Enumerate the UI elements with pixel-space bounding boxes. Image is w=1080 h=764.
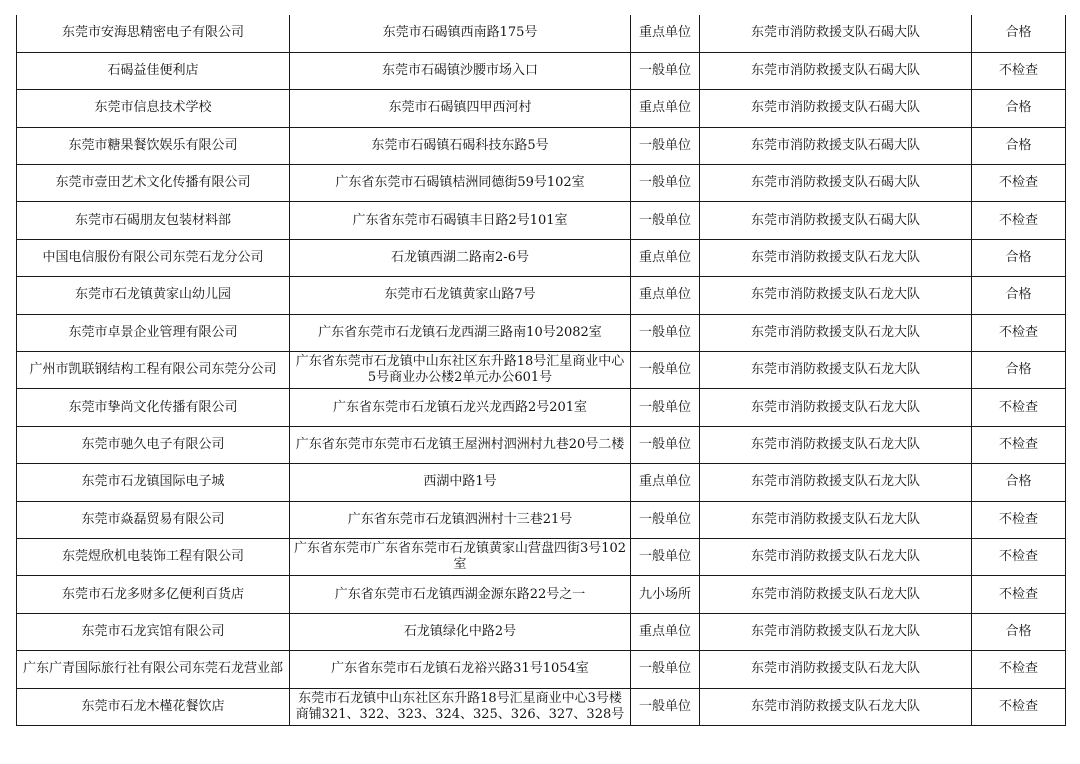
inspection-result-cell: 不检查	[972, 688, 1066, 725]
unit-type-cell: 一般单位	[631, 52, 700, 89]
table-row	[17, 202, 1066, 239]
company-name-cell: 东莞市卓景企业管理有限公司	[17, 314, 290, 351]
fire-brigade-cell: 东莞市消防救援支队石龙大队	[700, 688, 972, 725]
address-cell: 东莞市石碣镇西南路175号	[290, 15, 631, 52]
address-cell: 广东省东莞市石龙镇中山东社区东升路18号汇星商业中心5号商业办公楼2单元办公601号	[290, 352, 631, 389]
fire-brigade-cell: 东莞市消防救援支队石龙大队	[700, 501, 972, 538]
fire-brigade-cell: 东莞市消防救援支队石龙大队	[700, 314, 972, 351]
inspection-result-cell: 合格	[972, 15, 1066, 52]
table-row	[17, 651, 1066, 688]
fire-brigade-cell: 东莞市消防救援支队石龙大队	[700, 576, 972, 613]
inspection-table	[16, 15, 1066, 726]
table-row	[17, 538, 1066, 575]
table-row	[17, 688, 1066, 725]
unit-type-cell: 一般单位	[631, 538, 700, 575]
fire-brigade-cell: 东莞市消防救援支队石碣大队	[700, 15, 972, 52]
inspection-result-cell: 合格	[972, 277, 1066, 314]
company-name-cell: 石碣益佳便利店	[17, 52, 290, 89]
unit-type-cell: 一般单位	[631, 202, 700, 239]
address-cell: 广东省东莞市石碣镇丰日路2号101室	[290, 202, 631, 239]
table-row	[17, 426, 1066, 463]
inspection-result-cell: 不检查	[972, 651, 1066, 688]
fire-brigade-cell: 东莞市消防救援支队石碣大队	[700, 52, 972, 89]
unit-type-cell: 一般单位	[631, 165, 700, 202]
inspection-result-cell: 不检查	[972, 314, 1066, 351]
company-name-cell: 东莞市石龙镇国际电子城	[17, 464, 290, 501]
fire-brigade-cell: 东莞市消防救援支队石龙大队	[700, 651, 972, 688]
fire-brigade-cell: 东莞市消防救援支队石碣大队	[700, 127, 972, 164]
inspection-result-cell: 不检查	[972, 576, 1066, 613]
table-row	[17, 389, 1066, 426]
unit-type-cell: 重点单位	[631, 464, 700, 501]
unit-type-cell: 重点单位	[631, 90, 700, 127]
unit-type-cell: 重点单位	[631, 613, 700, 650]
table-row	[17, 239, 1066, 276]
company-name-cell: 中国电信服份有限公司东莞石龙分公司	[17, 239, 290, 276]
inspection-result-cell: 合格	[972, 352, 1066, 389]
fire-brigade-cell: 东莞市消防救援支队石龙大队	[700, 613, 972, 650]
inspection-result-cell: 合格	[972, 90, 1066, 127]
company-name-cell: 东莞市石龙木槿花餐饮店	[17, 688, 290, 725]
address-cell: 广东省东莞市石龙镇石龙兴龙西路2号201室	[290, 389, 631, 426]
inspection-result-cell: 合格	[972, 239, 1066, 276]
company-name-cell: 东莞市焱磊贸易有限公司	[17, 501, 290, 538]
fire-brigade-cell: 东莞市消防救援支队石龙大队	[700, 239, 972, 276]
inspection-result-cell: 不检查	[972, 202, 1066, 239]
company-name-cell: 东莞市石龙宾馆有限公司	[17, 613, 290, 650]
inspection-result-cell: 不检查	[972, 538, 1066, 575]
company-name-cell: 东莞市壹田艺术文化传播有限公司	[17, 165, 290, 202]
company-name-cell: 东莞市安海思精密电子有限公司	[17, 15, 290, 52]
unit-type-cell: 一般单位	[631, 501, 700, 538]
unit-type-cell: 九小场所	[631, 576, 700, 613]
unit-type-cell: 重点单位	[631, 239, 700, 276]
address-cell: 石龙镇西湖二路南2-6号	[290, 239, 631, 276]
inspection-result-cell: 不检查	[972, 389, 1066, 426]
unit-type-cell: 一般单位	[631, 352, 700, 389]
address-cell: 广东省东莞市石龙镇石龙裕兴路31号1054室	[290, 651, 631, 688]
fire-brigade-cell: 东莞市消防救援支队石龙大队	[700, 538, 972, 575]
address-cell: 东莞市石碣镇石碣科技东路5号	[290, 127, 631, 164]
company-name-cell: 广东广青国际旅行社有限公司东莞石龙营业部	[17, 651, 290, 688]
table-body	[17, 15, 1066, 725]
fire-brigade-cell: 东莞市消防救援支队石龙大队	[700, 464, 972, 501]
fire-brigade-cell: 东莞市消防救援支队石龙大队	[700, 426, 972, 463]
company-name-cell: 东莞市挚尚文化传播有限公司	[17, 389, 290, 426]
inspection-result-cell: 合格	[972, 464, 1066, 501]
unit-type-cell: 一般单位	[631, 314, 700, 351]
table-row	[17, 613, 1066, 650]
table-row	[17, 464, 1066, 501]
inspection-result-cell: 合格	[972, 613, 1066, 650]
inspection-result-cell: 不检查	[972, 426, 1066, 463]
company-name-cell: 东莞市石龙多财多亿便利百货店	[17, 576, 290, 613]
address-cell: 东莞市石碣镇沙腰市场入口	[290, 52, 631, 89]
company-name-cell: 东莞市石龙镇黄家山幼儿园	[17, 277, 290, 314]
table-row	[17, 165, 1066, 202]
address-cell: 广东省东莞市石碣镇桔洲同德街59号102室	[290, 165, 631, 202]
table-row	[17, 501, 1066, 538]
company-name-cell: 东莞市石碣朋友包装材料部	[17, 202, 290, 239]
fire-brigade-cell: 东莞市消防救援支队石碣大队	[700, 90, 972, 127]
company-name-cell: 东莞煜欣机电装饰工程有限公司	[17, 538, 290, 575]
company-name-cell: 广州市凯联钢结构工程有限公司东莞分公司	[17, 352, 290, 389]
fire-brigade-cell: 东莞市消防救援支队石龙大队	[700, 277, 972, 314]
inspection-result-cell: 不检查	[972, 165, 1066, 202]
address-cell: 广东省东莞市石龙镇石龙西湖三路南10号2082室	[290, 314, 631, 351]
address-cell: 广东省东莞市东莞市石龙镇王屋洲村泗洲村九巷20号二楼	[290, 426, 631, 463]
unit-type-cell: 重点单位	[631, 277, 700, 314]
table-row	[17, 127, 1066, 164]
inspection-result-cell: 合格	[972, 127, 1066, 164]
unit-type-cell: 一般单位	[631, 127, 700, 164]
company-name-cell: 东莞市糖果餐饮娱乐有限公司	[17, 127, 290, 164]
fire-brigade-cell: 东莞市消防救援支队石龙大队	[700, 352, 972, 389]
company-name-cell: 东莞市驰久电子有限公司	[17, 426, 290, 463]
address-cell: 东莞市石龙镇中山东社区东升路18号汇星商业中心3号楼商铺321、322、323、324、325、326、327、328号	[290, 688, 631, 725]
table-row	[17, 15, 1066, 52]
address-cell: 广东省东莞市石龙镇泗洲村十三巷21号	[290, 501, 631, 538]
unit-type-cell: 一般单位	[631, 389, 700, 426]
unit-type-cell: 一般单位	[631, 651, 700, 688]
table-row	[17, 277, 1066, 314]
fire-brigade-cell: 东莞市消防救援支队石碣大队	[700, 202, 972, 239]
company-name-cell: 东莞市信息技术学校	[17, 90, 290, 127]
inspection-result-cell: 不检查	[972, 501, 1066, 538]
address-cell: 东莞市石龙镇黄家山路7号	[290, 277, 631, 314]
table-row	[17, 90, 1066, 127]
table-row	[17, 352, 1066, 389]
address-cell: 石龙镇绿化中路2号	[290, 613, 631, 650]
fire-brigade-cell: 东莞市消防救援支队石碣大队	[700, 165, 972, 202]
address-cell: 广东省东莞市石龙镇西湖金源东路22号之一	[290, 576, 631, 613]
unit-type-cell: 一般单位	[631, 688, 700, 725]
inspection-result-cell: 不检查	[972, 52, 1066, 89]
address-cell: 广东省东莞市广东省东莞市石龙镇黄家山营盘四街3号102室	[290, 538, 631, 575]
table-row	[17, 52, 1066, 89]
address-cell: 东莞市石碣镇四甲西河村	[290, 90, 631, 127]
unit-type-cell: 一般单位	[631, 426, 700, 463]
table-row	[17, 576, 1066, 613]
table-row	[17, 314, 1066, 351]
address-cell: 西湖中路1号	[290, 464, 631, 501]
fire-brigade-cell: 东莞市消防救援支队石龙大队	[700, 389, 972, 426]
unit-type-cell: 重点单位	[631, 15, 700, 52]
